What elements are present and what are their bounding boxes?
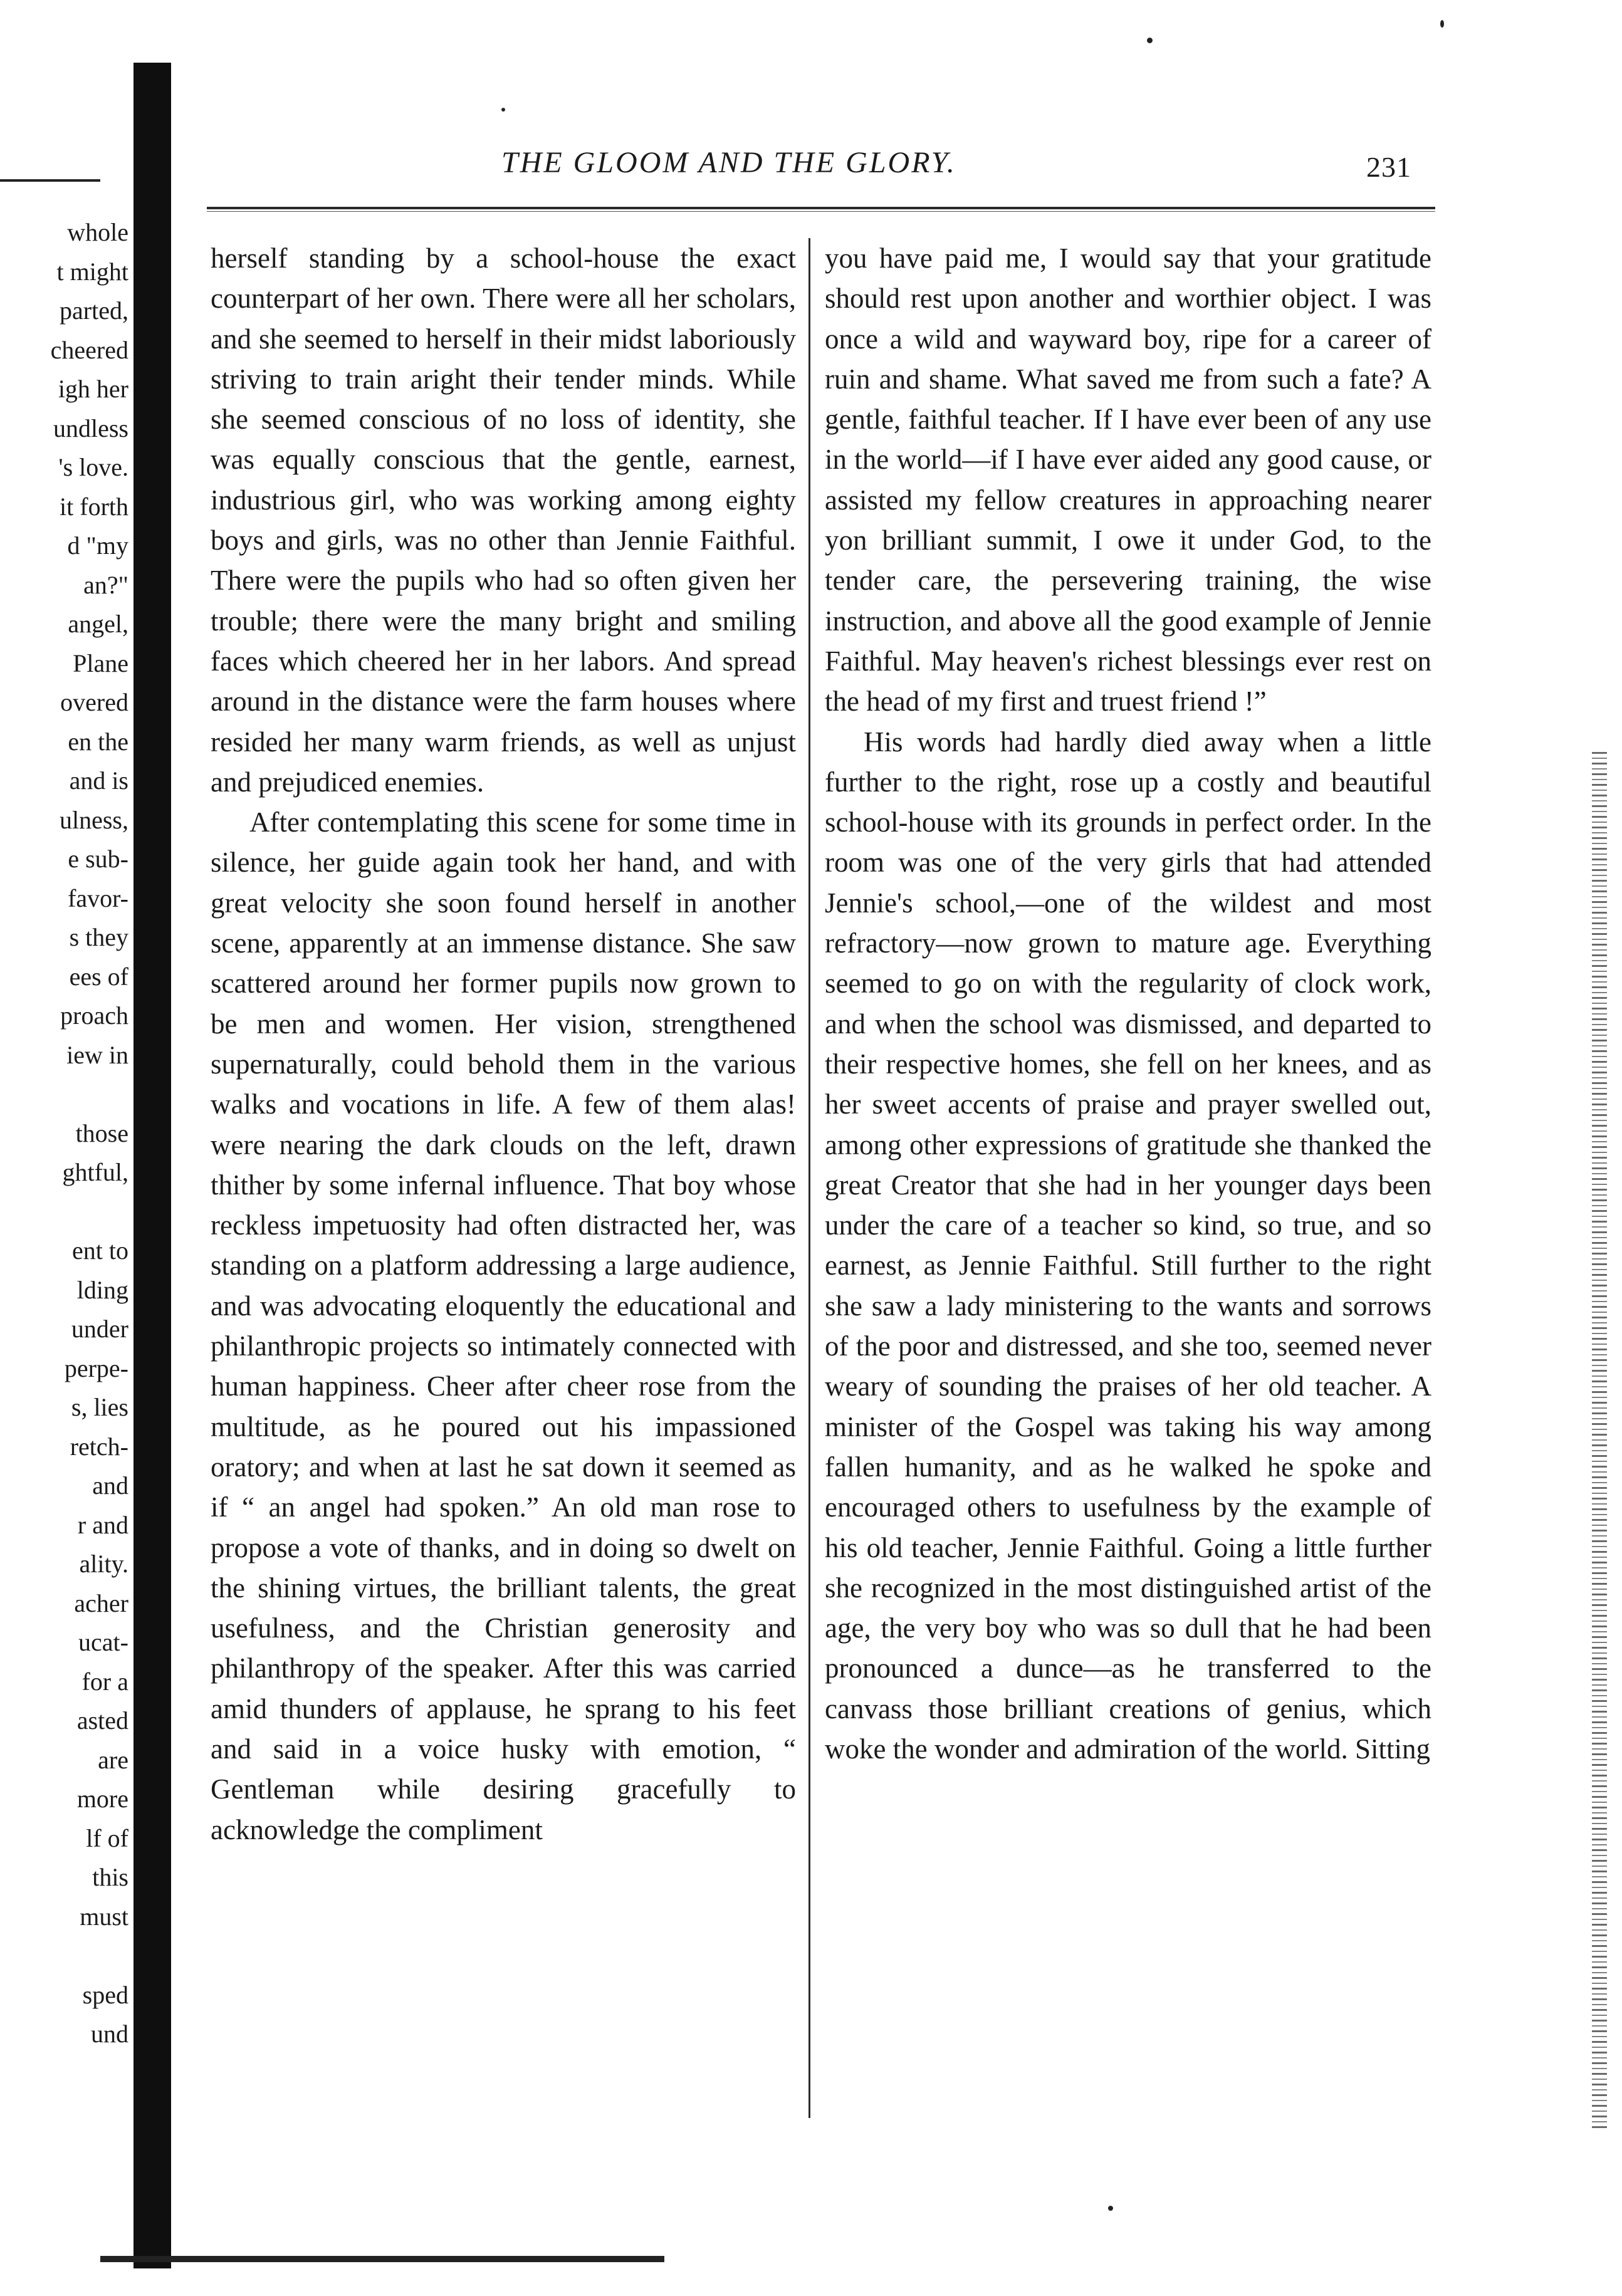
left-fragment-line: favor- [68, 884, 128, 912]
binding-gutter [133, 63, 171, 2268]
left-fragment-line: lf of [86, 1824, 128, 1852]
paragraph: herself standing by a school-house the exact counterpart of her own. There were all her scholars, and she seemed to herself in their midst laboriously striving to train aright their tender minds. While she seemed conscious of no loss of identity, she was equally conscious that the gentle, earnest, industrious girl, who was working among eighty boys and girls, was no other than Jennie Faithful. There were the pupils who had so often given her trouble; there were the many bright and smiling faces which cheered her in her labors. And spread around in the distance were the farm houses where resided her many warm friends, as well as unjust and prejudiced enemies. [211, 243, 796, 798]
left-fragment-line: retch- [70, 1432, 128, 1461]
left-fragment-line: under [71, 1315, 128, 1343]
left-fragment-line: ulness, [60, 805, 128, 834]
left-fragment-line: r and [77, 1510, 128, 1539]
left-fragment-line: this [92, 1863, 128, 1891]
scan-speck [501, 108, 505, 112]
left-fragment-line: an?" [83, 570, 128, 599]
left-fragment-line [51, 1192, 128, 1232]
left-fragment-line: lding [76, 1275, 128, 1304]
left-fragment-line: acher [74, 1589, 128, 1617]
left-fragment-line: e sub- [68, 845, 128, 873]
left-fragment-line: perpe- [64, 1354, 128, 1382]
left-fragment-line: and is [69, 766, 128, 795]
left-fragment-line: ucat- [78, 1628, 128, 1656]
left-fragment-line: cheered [50, 335, 128, 364]
left-fragment-line: parted, [60, 296, 128, 325]
left-fragment-line: d "my [67, 531, 128, 560]
left-fragment-line: angel, [68, 610, 128, 638]
scan-speck [1147, 38, 1153, 43]
paragraph: you have paid me, I would say that your gratitude should rest upon another and worthier object. I was once a wild and wayward boy, ripe for a career of ruin and shame. What saved me from such a fate? A gentle, faithful teacher. If I have ever been of any use in the world—if I have ever aided any good cause, or assisted my fellow creatures in approaching nearer yon brilliant summit, I owe it under God, to the tender care, the persevering training, the wise instruction, and above all the good example of Jennie Faithful. May heaven's richest blessings ever rest on the head of my first and truest friend !” [825, 243, 1431, 718]
left-fragment-line [51, 1936, 128, 1976]
left-fragment-line: ees of [69, 962, 128, 991]
left-fragment-line: and [92, 1471, 128, 1500]
left-fragment-line: iew in [66, 1040, 128, 1069]
running-head-title: THE GLOOM AND THE GLORY. [501, 146, 956, 179]
left-fragment-line: en the [68, 727, 128, 756]
left-fragment-line: proach [60, 1001, 128, 1030]
left-fragment-line: are [98, 1745, 128, 1774]
right-column [825, 238, 1431, 1769]
scan-speck [1440, 20, 1444, 28]
left-fragment-line: it forth [60, 492, 128, 521]
left-fragment-line: s they [69, 923, 128, 951]
page-edge-texture [1592, 752, 1607, 2131]
left-fragment-line: asted [76, 1706, 128, 1735]
header-rule [207, 207, 1435, 209]
left-fragment-line: ent to [72, 1236, 128, 1265]
left-fragment-line: Plane [73, 649, 128, 677]
left-fragment-line: whole [67, 218, 128, 246]
left-fragment-line [51, 1075, 128, 1114]
left-fragment-line: igh her [58, 375, 128, 403]
left-page-lines [51, 213, 128, 2054]
left-fragment-line: overed [60, 688, 128, 716]
paragraph: After contemplating this scene for some time in silence, her guide again took her hand, and with great velocity she soon found herself in another scene, apparently at an immense distance. She saw scattered around her former pupils now grown to be men and women. Her vision, strengthened supernaturally, could behold them in the various walks and vocations in life. A few of them alas! were nearing the dark clouds on the left, drawn thither by some infernal influence. That boy whose reckless impetuosity had often distracted her, was standing on a platform addressing a large audience, and was advocating eloquently the educational and philanthropic projects so intimately connected with human happiness. Cheer after cheer rose from the multitude, as he poured out his impassioned oratory; and when at last he sat down it seemed as if “ an angel had spoken.” An old man rose to propose a vote of thanks, and in doing so dwelt on the shining virtues, the brilliant talents, the great usefulness, and the Christian generosity and philanthropy of the speaker. After this was carried amid thunders of applause, he sprang to his feet and said in a voice husky with emotion, “ Gentleman while desiring gracefully to acknowledge the compliment [211, 806, 796, 1845]
left-fragment-line: those [75, 1119, 128, 1147]
left-page-fragment [0, 175, 128, 2118]
left-fragment-line: ghtful, [62, 1158, 128, 1186]
left-fragment-line: 's love. [58, 453, 128, 481]
left-fragment-line: sped [82, 1980, 128, 2009]
left-fragment-line: more [76, 1785, 128, 1813]
left-fragment-line: ality. [79, 1550, 128, 1578]
binding-foot-shadow [100, 2256, 664, 2262]
left-fragment-line: for a [81, 1667, 128, 1696]
left-fragment-line: undless [53, 414, 128, 442]
header-rule-thin [207, 211, 1435, 212]
page-number: 231 [1366, 151, 1411, 183]
left-fragment-line: und [91, 2020, 128, 2048]
left-fragment-line: must [80, 1902, 128, 1931]
left-fragment-line: s, lies [71, 1393, 128, 1421]
left-column [211, 238, 796, 1850]
paragraph: His words had hardly died away when a little further to the right, rose up a costly and beautiful school-house with its grounds in perfect order. In the room was one of the very girls that had attended Jennie's school,—one of the wildest and most refractory—now grown to mature age. Everything seemed to go on with the regularity of clock work, and when the school was dismissed, and departed to their respective homes, she fell on her knees, and as her sweet accents of praise and prayer swelled out, among other expressions of gratitude she thanked the great Creator that she had in her younger days been under the care of a teacher so kind, so true, and so earnest, as Jennie Faithful. Still further to the right she saw a lady ministering to the wants and sorrows of the poor and distressed, and she too, seemed never weary of sounding the praises of her old teacher. A minister of the Gospel was taking his way among fallen humanity, and as he walked he spoke and encouraged others to usefulness by the example of his old teacher, Jennie Faithful. Going a little further she recognized in the most distinguished artist of the age, the very boy who was so dull that he had been pronounced a dunce—as he transferred to the canvass those brilliant creations of genius, which woke the wonder and admiration of the world. Sitting [825, 726, 1431, 1765]
column-divider [808, 238, 810, 2118]
left-fragment-line: t might [56, 257, 128, 286]
scan-speck [1108, 2206, 1113, 2211]
